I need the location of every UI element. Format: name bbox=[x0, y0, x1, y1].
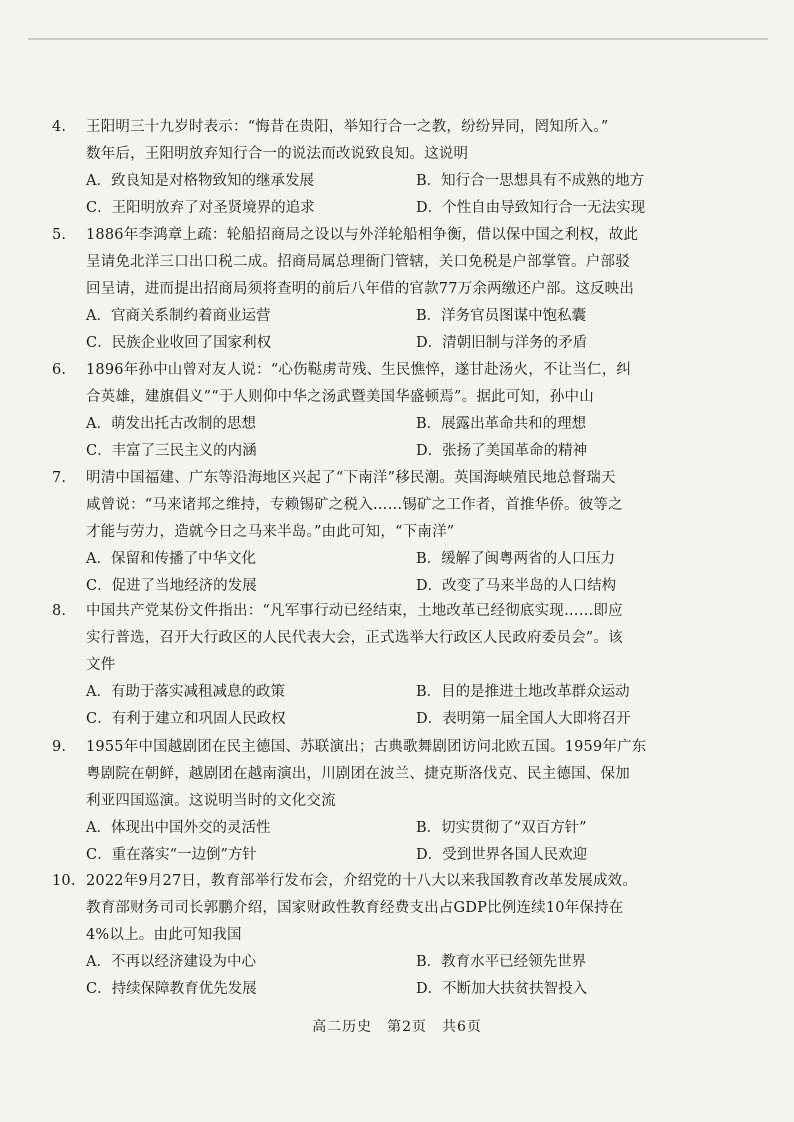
question-stem bbox=[52, 734, 726, 815]
stem-line: 呈请免北洋三口出口税二成。招商局属总理衙门管辖，关口免税是户部掌管。户部驳 bbox=[86, 254, 630, 270]
option-a[interactable]: A．体现出中国外交的灵活性 bbox=[86, 820, 271, 836]
option-c[interactable]: C．王阳明放弃了对圣贤境界的追求 bbox=[86, 200, 315, 216]
option-c[interactable]: C．重在落实“一边倒”方针 bbox=[86, 847, 257, 863]
stem-line: 利亚四国巡演。这说明当时的文化交流 bbox=[86, 793, 336, 809]
question-10 bbox=[52, 868, 726, 1003]
option-c[interactable]: C．民族企业收回了国家利权 bbox=[86, 335, 272, 351]
stem-line: 王阳明三十九岁时表示：“悔昔在贵阳，举知行合一之教，纷纷异同，罔知所入。” bbox=[86, 119, 609, 135]
stem-line: 才能与劳力，造就今日之马来半岛。”由此可知，“下南洋” bbox=[86, 524, 455, 540]
option-d[interactable]: D．不断加大扶贫扶智投入 bbox=[416, 981, 588, 997]
question-8 bbox=[52, 598, 726, 733]
option-a[interactable]: A．官商关系制约着商业运营 bbox=[86, 308, 271, 324]
question-number: 7. bbox=[52, 470, 67, 486]
page-top-rule bbox=[28, 38, 768, 40]
options bbox=[86, 168, 726, 222]
option-a[interactable]: A．保留和传播了中华文化 bbox=[86, 551, 256, 567]
stem-line: 中国共产党某份文件指出：“凡军事行动已经结束，土地改革已经彻底实现……即应 bbox=[86, 603, 623, 619]
question-6 bbox=[52, 357, 726, 465]
question-4 bbox=[52, 114, 726, 222]
option-d[interactable]: D．受到世界各国人民欢迎 bbox=[416, 847, 588, 863]
option-d[interactable]: D．表明第一届全国人大即将召开 bbox=[416, 711, 631, 727]
option-b[interactable]: B．缓解了闽粤两省的人口压力 bbox=[416, 551, 616, 567]
stem-line: 1886年李鸿章上疏：轮船招商局之设以与外洋轮船相争衡，借以保中国之利权，故此 bbox=[86, 227, 639, 243]
question-stem bbox=[52, 868, 726, 949]
option-a[interactable]: A．萌发出托古改制的思想 bbox=[86, 416, 256, 432]
option-d[interactable]: D．改变了马来半岛的人口结构 bbox=[416, 578, 617, 594]
option-c[interactable]: C．丰富了三民主义的内涵 bbox=[86, 443, 257, 459]
option-b[interactable]: B．知行合一思想具有不成熟的地方 bbox=[416, 173, 645, 189]
options bbox=[86, 546, 726, 600]
stem-line: 1955年中国越剧团在民主德国、苏联演出；古典歌舞剧团访问北欧五国。1959年广东 bbox=[86, 739, 647, 755]
question-number: 8. bbox=[52, 603, 67, 619]
stem-line: 数年后，王阳明放弃知行合一的说法而改说致良知。这说明 bbox=[86, 146, 469, 162]
option-b[interactable]: B．教育水平已经领先世界 bbox=[416, 954, 587, 970]
option-c[interactable]: C．持续保障教育优先发展 bbox=[86, 981, 257, 997]
question-number: 6. bbox=[52, 362, 67, 378]
option-d[interactable]: D．张扬了美国革命的精神 bbox=[416, 443, 588, 459]
question-stem bbox=[52, 357, 726, 411]
stem-line: 文件 bbox=[86, 657, 116, 673]
question-number: 9. bbox=[52, 739, 67, 755]
stem-line: 回呈请，进而提出招商局须将查明的前后八年借的官款77万余两缴还户部。这反映出 bbox=[86, 281, 635, 297]
question-number: 5. bbox=[52, 227, 67, 243]
stem-line: 实行普选，召开大行政区的人民代表大会，正式选举大行政区人民政府委员会”。该 bbox=[86, 630, 623, 646]
question-number: 10. bbox=[52, 873, 76, 889]
question-stem bbox=[52, 598, 726, 679]
option-c[interactable]: C．有利于建立和巩固人民政权 bbox=[86, 711, 286, 727]
options bbox=[86, 679, 726, 733]
stem-line: 明清中国福建、广东等沿海地区兴起了“下南洋”移民潮。英国海峡殖民地总督瑞天 bbox=[86, 470, 616, 486]
options bbox=[86, 411, 726, 465]
question-number: 4. bbox=[52, 119, 67, 135]
stem-line: 合英雄，建旗倡义”“于人则仰中华之汤武暨美国华盛顿焉”。据此可知，孙中山 bbox=[86, 389, 594, 405]
stem-line: 1896年孙中山曾对友人说：“心伤鞑虏苛残、生民憔悴，遂甘赴汤火，不让当仁，纠 bbox=[86, 362, 632, 378]
option-d[interactable]: D．个性自由导致知行合一无法实现 bbox=[416, 200, 646, 216]
stem-line: 2022年9月27日，教育部举行发布会，介绍党的十八大以来我国教育改革发展成效。 bbox=[86, 873, 638, 889]
options bbox=[86, 949, 726, 1003]
option-b[interactable]: B．目的是推进土地改革群众运动 bbox=[416, 684, 630, 700]
stem-line: 咸曾说：“马来诸邦之维持，专赖锡矿之税入……锡矿之工作者，首推华侨。彼等之 bbox=[86, 497, 623, 513]
question-7 bbox=[52, 465, 726, 600]
options bbox=[86, 303, 726, 357]
option-a[interactable]: A．不再以经济建设为中心 bbox=[86, 954, 256, 970]
option-b[interactable]: B．切实贯彻了“双百方针” bbox=[416, 820, 587, 836]
page-footer: 高二历史 第2页 共6页 bbox=[312, 1019, 482, 1035]
options bbox=[86, 815, 726, 869]
option-b[interactable]: B．洋务官员图谋中饱私囊 bbox=[416, 308, 587, 324]
question-stem bbox=[52, 465, 726, 546]
stem-line: 粤剧院在朝鲜，越剧团在越南演出，川剧团在波兰、捷克斯洛伐克、民主德国、保加 bbox=[86, 766, 630, 782]
question-9 bbox=[52, 734, 726, 869]
option-a[interactable]: A．致良知是对格物致知的继承发展 bbox=[86, 173, 314, 189]
question-stem bbox=[52, 114, 726, 168]
stem-line: 4%以上。由此可知我国 bbox=[86, 927, 242, 943]
option-a[interactable]: A．有助于落实减租减息的政策 bbox=[86, 684, 285, 700]
question-5 bbox=[52, 222, 726, 357]
option-b[interactable]: B．展露出革命共和的理想 bbox=[416, 416, 587, 432]
stem-line: 教育部财务司司长郭鹏介绍，国家财政性教育经费支出占GDP比例连续10年保持在 bbox=[86, 900, 624, 916]
option-d[interactable]: D．清朝旧制与洋务的矛盾 bbox=[416, 335, 588, 351]
question-stem bbox=[52, 222, 726, 303]
option-c[interactable]: C．促进了当地经济的发展 bbox=[86, 578, 257, 594]
